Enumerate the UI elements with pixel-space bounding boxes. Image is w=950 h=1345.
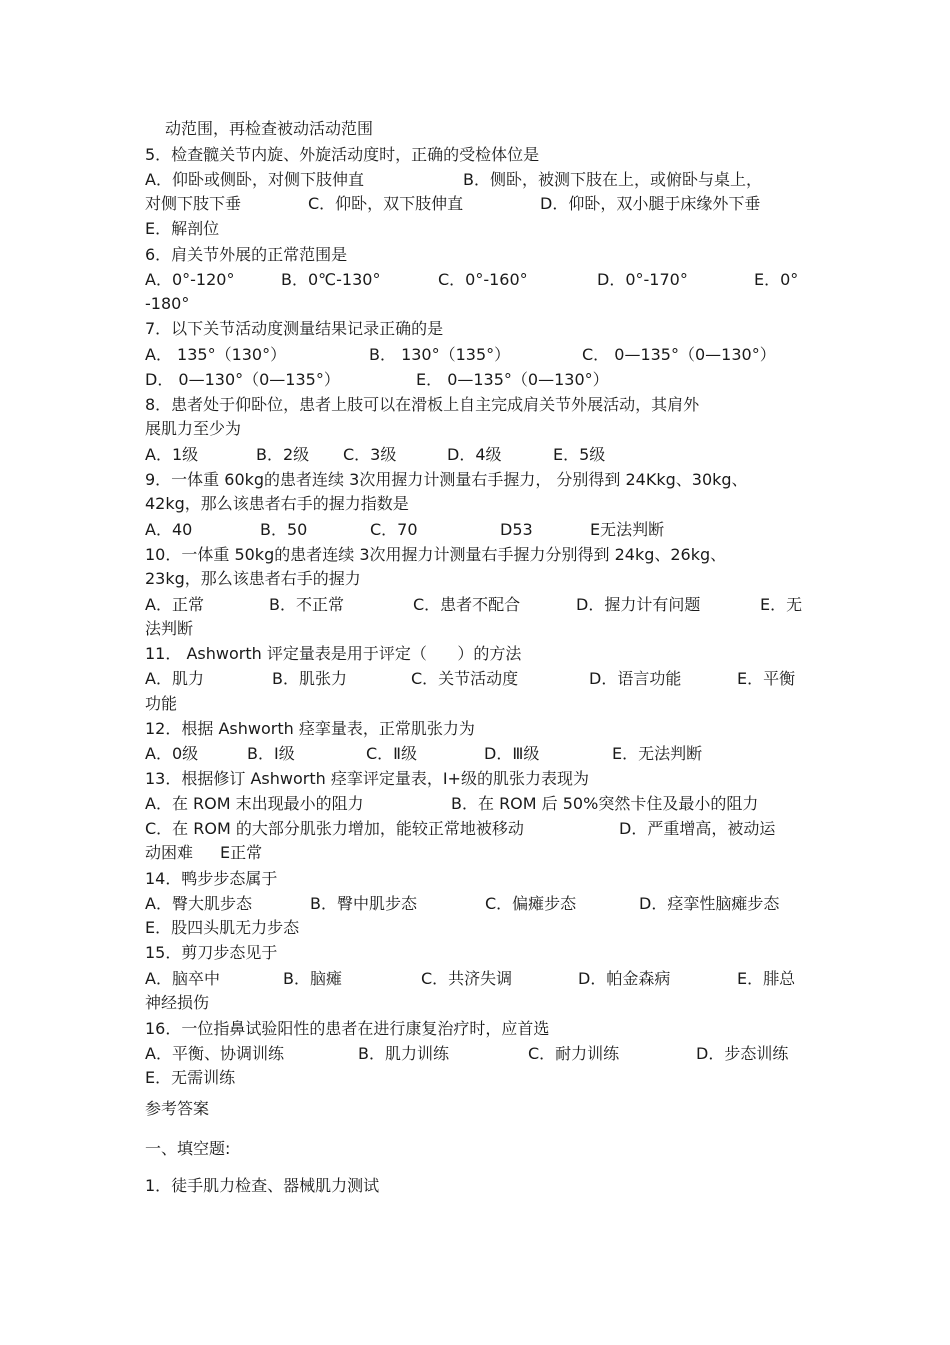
q10-opt1-segment-4: E．无	[760, 595, 803, 614]
q14-opt1-segment-2: C．偏瘫步态	[485, 894, 577, 913]
q6-segment-0: 6．肩关节外展的正常范围是	[145, 245, 348, 264]
q7-opt1-segment-0: A． 135°（130°）	[145, 345, 287, 364]
line-q14-opt2	[145, 915, 810, 940]
line-q8	[145, 392, 810, 417]
continuation-segment-0: 动范围，再检查被动活动范围	[165, 119, 374, 138]
q15-opt1-segment-2: C．共济失调	[421, 969, 513, 988]
q12-opt1-segment-0: A．0级	[145, 744, 199, 763]
q6-opt1-segment-1: B．0℃-130°	[281, 270, 381, 289]
line-q7-opt2	[145, 367, 810, 392]
line-q9-opt1	[145, 517, 810, 542]
answers-heading-segment-0: 参考答案	[145, 1099, 210, 1118]
line-q10	[145, 542, 810, 567]
line-q6-opt1	[145, 267, 810, 292]
line-q10-opt1	[145, 592, 810, 617]
q14-opt1-segment-3: D．痉挛性脑瘫步态	[639, 894, 780, 913]
line-q11-opt2	[145, 691, 810, 716]
line-q11	[145, 641, 810, 666]
line-q7-opt1	[145, 342, 810, 367]
q16-opt1-segment-1: B．肌力训练	[358, 1044, 449, 1063]
q13-opt3-segment-0: 动困难	[145, 843, 194, 862]
q15-opt1-segment-0: A．脑卒中	[145, 969, 220, 988]
q14-opt1-segment-1: B．臀中肌步态	[310, 894, 417, 913]
q6-opt1-segment-0: A．0°-120°	[145, 270, 235, 289]
line-q15	[145, 940, 810, 965]
q11-segment-0: 11． Ashworth 评定量表是用于评定（ ）的方法	[145, 644, 522, 663]
q11-opt1-segment-0: A．肌力	[145, 669, 204, 688]
q8-opt1-segment-1: B．2级	[256, 445, 310, 464]
q8-segment-0: 8．患者处于仰卧位，患者上肢可以在滑板上自主完成肩关节外展活动，其肩外	[145, 395, 700, 414]
q15-opt1-segment-3: D．帕金森病	[578, 969, 671, 988]
q12-opt1-segment-1: B．Ⅰ级	[247, 744, 295, 763]
line-q6	[145, 242, 810, 267]
q9-opt1-segment-3: D53	[500, 520, 533, 539]
line-q15-opt1	[145, 966, 810, 991]
q13-segment-0: 13．根据修订 Ashworth 痉挛评定量表，Ⅰ+级的肌张力表现为	[145, 769, 589, 788]
q14-segment-0: 14．鸭步步态属于	[145, 869, 278, 888]
q11-opt1-segment-3: D．语言功能	[589, 669, 682, 688]
q11-opt1-segment-4: E．平衡	[737, 669, 796, 688]
line-answer-1	[145, 1173, 810, 1198]
section-1-segment-0: 一、填空题:	[145, 1139, 231, 1158]
q10-opt1-segment-0: A．正常	[145, 595, 204, 614]
line-section-1	[145, 1136, 810, 1161]
q8-opt1-segment-4: E．5级	[553, 445, 606, 464]
line-q13-opt1	[145, 791, 810, 816]
q7-segment-0: 7．以下关节活动度测量结果记录正确的是	[145, 319, 444, 338]
q7-opt2-segment-0: D． 0—130°（0—135°）	[145, 370, 340, 389]
q5-segment-0: 5．检查髋关节内旋、外旋活动度时，正确的受检体位是	[145, 145, 540, 164]
line-q16-opt1	[145, 1041, 810, 1066]
q10-segment-0: 10．一体重 50kg的患者连续 3次用握力计测量右手握力分别得到 24kg、26kg、	[145, 545, 727, 564]
line-q9-cont	[145, 491, 810, 516]
line-q9	[145, 467, 810, 492]
q14-opt2-segment-0: E．股四头肌无力步态	[145, 918, 300, 937]
q16-opt2-segment-0: E．无需训练	[145, 1068, 236, 1087]
q5-opt2-segment-2: D．仰卧，双小腿于床缘外下垂	[540, 194, 761, 213]
q13-opt1-segment-1: B．在 ROM 后 50%突然卡住及最小的阻力	[451, 794, 759, 813]
line-continuation	[165, 116, 830, 141]
line-answers-heading	[145, 1096, 810, 1121]
q7-opt2-segment-1: E． 0—135°（0—130°）	[416, 370, 609, 389]
q16-segment-0: 16．一位指鼻试验阳性的患者在进行康复治疗时，应首选	[145, 1019, 550, 1038]
line-q13	[145, 766, 810, 791]
q6-opt1-segment-4: E．0°	[754, 270, 799, 289]
line-q11-opt1	[145, 666, 810, 691]
q10-opt1-segment-1: B．不正常	[269, 595, 344, 614]
line-q10-cont	[145, 566, 810, 591]
q13-opt2-segment-1: D．严重增高，被动运	[619, 819, 776, 838]
q10-opt1-segment-2: C．患者不配合	[413, 595, 521, 614]
q5-opt3-segment-0: E．解剖位	[145, 219, 220, 238]
q12-opt1-segment-2: C．Ⅱ级	[366, 744, 418, 763]
q10-opt2-segment-0: 法判断	[145, 619, 194, 638]
q7-opt1-segment-2: C． 0—135°（0—130°）	[582, 345, 776, 364]
q16-opt1-segment-3: D．步态训练	[696, 1044, 789, 1063]
q12-segment-0: 12．根据 Ashworth 痉挛量表，正常肌张力为	[145, 719, 475, 738]
line-q12	[145, 716, 810, 741]
q14-opt1-segment-0: A．臀大肌步态	[145, 894, 252, 913]
line-q12-opt1	[145, 741, 810, 766]
q5-opt2-segment-0: 对侧下肢下垂	[145, 194, 242, 213]
q16-opt1-segment-0: A．平衡、协调训练	[145, 1044, 284, 1063]
q10-opt1-segment-3: D．握力计有问题	[576, 595, 701, 614]
q9-opt1-segment-0: A．40	[145, 520, 193, 539]
q11-opt1-segment-1: B．肌张力	[272, 669, 347, 688]
q15-opt1-segment-1: B．脑瘫	[283, 969, 342, 988]
q9-opt1-segment-1: B．50	[260, 520, 308, 539]
q11-opt1-segment-2: C．关节活动度	[411, 669, 519, 688]
q16-opt1-segment-2: C．耐力训练	[528, 1044, 620, 1063]
line-q13-opt2	[145, 816, 810, 841]
q15-opt1-segment-4: E．腓总	[737, 969, 796, 988]
q6-opt1-segment-3: D．0°-170°	[597, 270, 688, 289]
line-q5	[145, 142, 810, 167]
line-q5-opt3	[145, 216, 810, 241]
line-q8-opt1	[145, 442, 810, 467]
q8-opt1-segment-2: C．3级	[343, 445, 397, 464]
line-q13-opt3	[145, 840, 810, 865]
q6-opt1-segment-2: C．0°-160°	[438, 270, 528, 289]
line-q7	[145, 316, 810, 341]
q8-opt1-segment-0: A．1级	[145, 445, 199, 464]
line-q6-opt2	[145, 291, 810, 316]
q5-opt1-segment-1: B．侧卧，被测下肢在上，或俯卧与桌上，	[463, 170, 762, 189]
q13-opt2-segment-0: C．在 ROM 的大部分肌张力增加，能较正常地被移动	[145, 819, 524, 838]
line-q10-opt2	[145, 616, 810, 641]
q5-opt2-segment-1: C．仰卧，双下肢伸直	[308, 194, 464, 213]
line-q15-opt2	[145, 990, 810, 1015]
q9-opt1-segment-4: E无法判断	[590, 520, 665, 539]
line-q16	[145, 1016, 810, 1041]
q6-opt2-segment-0: -180°	[145, 294, 190, 313]
q12-opt1-segment-4: E．无法判断	[612, 744, 703, 763]
q10-cont-segment-0: 23kg，那么该患者右手的握力	[145, 569, 361, 588]
line-q5-opt1	[145, 167, 810, 192]
q11-opt2-segment-0: 功能	[145, 694, 178, 713]
q9-segment-0: 9．一体重 60kg的患者连续 3次用握力计测量右手握力， 分别得到 24Kkg、30kg、	[145, 470, 748, 489]
q12-opt1-segment-3: D．Ⅲ级	[484, 744, 540, 763]
q15-opt2-segment-0: 神经损伤	[145, 993, 210, 1012]
line-q16-opt2	[145, 1065, 810, 1090]
q13-opt1-segment-0: A．在 ROM 末出现最小的阻力	[145, 794, 364, 813]
q9-opt1-segment-2: C．70	[370, 520, 418, 539]
q9-cont-segment-0: 42kg，那么该患者右手的握力指数是	[145, 494, 409, 513]
q8-opt1-segment-3: D．4级	[447, 445, 502, 464]
q5-opt1-segment-0: A．仰卧或侧卧，对侧下肢伸直	[145, 170, 364, 189]
q7-opt1-segment-1: B． 130°（135°）	[369, 345, 511, 364]
answer-1-segment-0: 1．徒手肌力检查、器械肌力测试	[145, 1176, 380, 1195]
line-q14-opt1	[145, 891, 810, 916]
q13-opt3-segment-1: E正常	[220, 843, 263, 862]
line-q14	[145, 866, 810, 891]
q8-cont-segment-0: 展肌力至少为	[145, 419, 242, 438]
line-q5-opt2	[145, 191, 810, 216]
line-q8-cont	[145, 416, 810, 441]
q15-segment-0: 15．剪刀步态见于	[145, 943, 278, 962]
